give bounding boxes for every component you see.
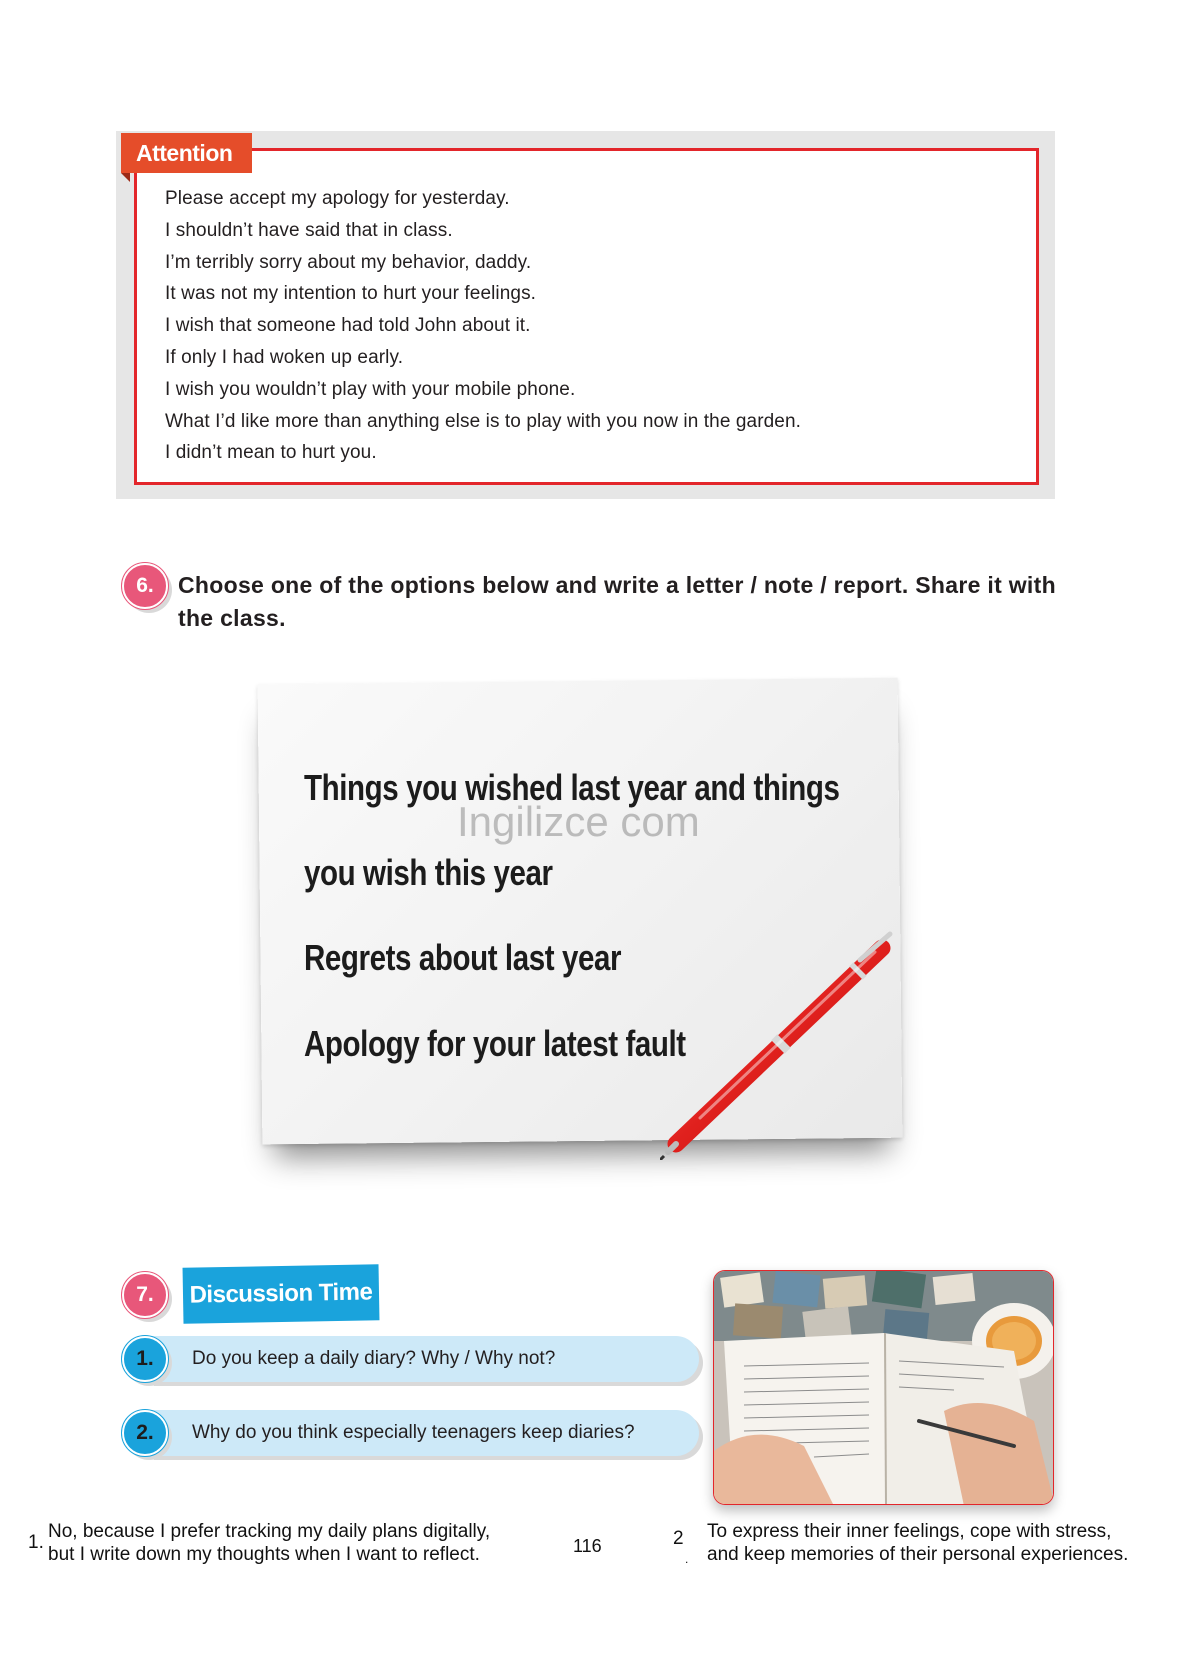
- watermark: Ingilizce com: [457, 798, 700, 845]
- discussion-time-label: Discussion Time: [183, 1264, 380, 1323]
- attention-phrase: It was not my intention to hurt your feelings.: [165, 283, 537, 305]
- answer-1-number: 1.: [28, 1532, 44, 1553]
- page-number: 116: [573, 1536, 602, 1556]
- task-6-instruction: Choose one of the options below and write a letter / note / report. Share it with the class.: [178, 572, 1056, 631]
- attention-phrase-list: [165, 183, 801, 469]
- attention-phrase: What I’d like more than anything else is to play with you now in the garden.: [165, 410, 802, 432]
- attention-phrase: I didn’t mean to hurt you.: [165, 442, 377, 464]
- task-7-number: 7.: [122, 1272, 168, 1318]
- task-6-number: 6.: [122, 563, 168, 609]
- diary-writing-image: [714, 1271, 1054, 1505]
- question-2-bar: [150, 1410, 699, 1456]
- answer-1-line-2: but I write down my thoughts when I want to reflect.: [48, 1544, 480, 1565]
- question-1-text: Do you keep a daily diary? Why / Why not?: [192, 1348, 556, 1369]
- question-1-bar: [150, 1336, 699, 1382]
- question-1-number: 1.: [122, 1336, 168, 1382]
- attention-phrase: I wish you wouldn’t play with your mobile phone.: [165, 378, 576, 400]
- answer-2-number: 2: [673, 1528, 684, 1549]
- diary-photo: [713, 1270, 1054, 1505]
- red-pen-icon: [660, 930, 920, 1160]
- attention-phrase: Please accept my apology for yesterday.: [165, 188, 510, 209]
- attention-phrase: I shouldn’t have said that in class.: [165, 219, 453, 241]
- paper-option-1-cont: you wish this year: [304, 852, 553, 893]
- attention-title: Attention: [121, 133, 252, 173]
- attention-tab-fold: [121, 173, 130, 182]
- paper-option-2: Regrets about last year: [304, 937, 622, 978]
- answer-2-dot: .: [685, 1552, 689, 1566]
- answer-1-line-1: No, because I prefer tracking my daily plans digitally,: [48, 1521, 491, 1542]
- answer-2-line-2: and keep memories of their personal experiences.: [707, 1544, 1129, 1565]
- question-2-text: Why do you think especially teenagers keep diaries?: [192, 1422, 635, 1443]
- answer-2-line-1: To express their inner feelings, cope with stress,: [707, 1521, 1112, 1542]
- paper-option-1: Things you wished last year and things: [304, 767, 840, 808]
- attention-phrase: I wish that someone had told John about it.: [165, 315, 531, 337]
- attention-phrase: If only I had woken up early.: [165, 346, 404, 368]
- attention-phrase: I’m terribly sorry about my behavior, daddy.: [165, 251, 532, 273]
- question-2-number: 2.: [122, 1410, 168, 1456]
- paper-option-3: Apology for your latest fault: [304, 1023, 686, 1064]
